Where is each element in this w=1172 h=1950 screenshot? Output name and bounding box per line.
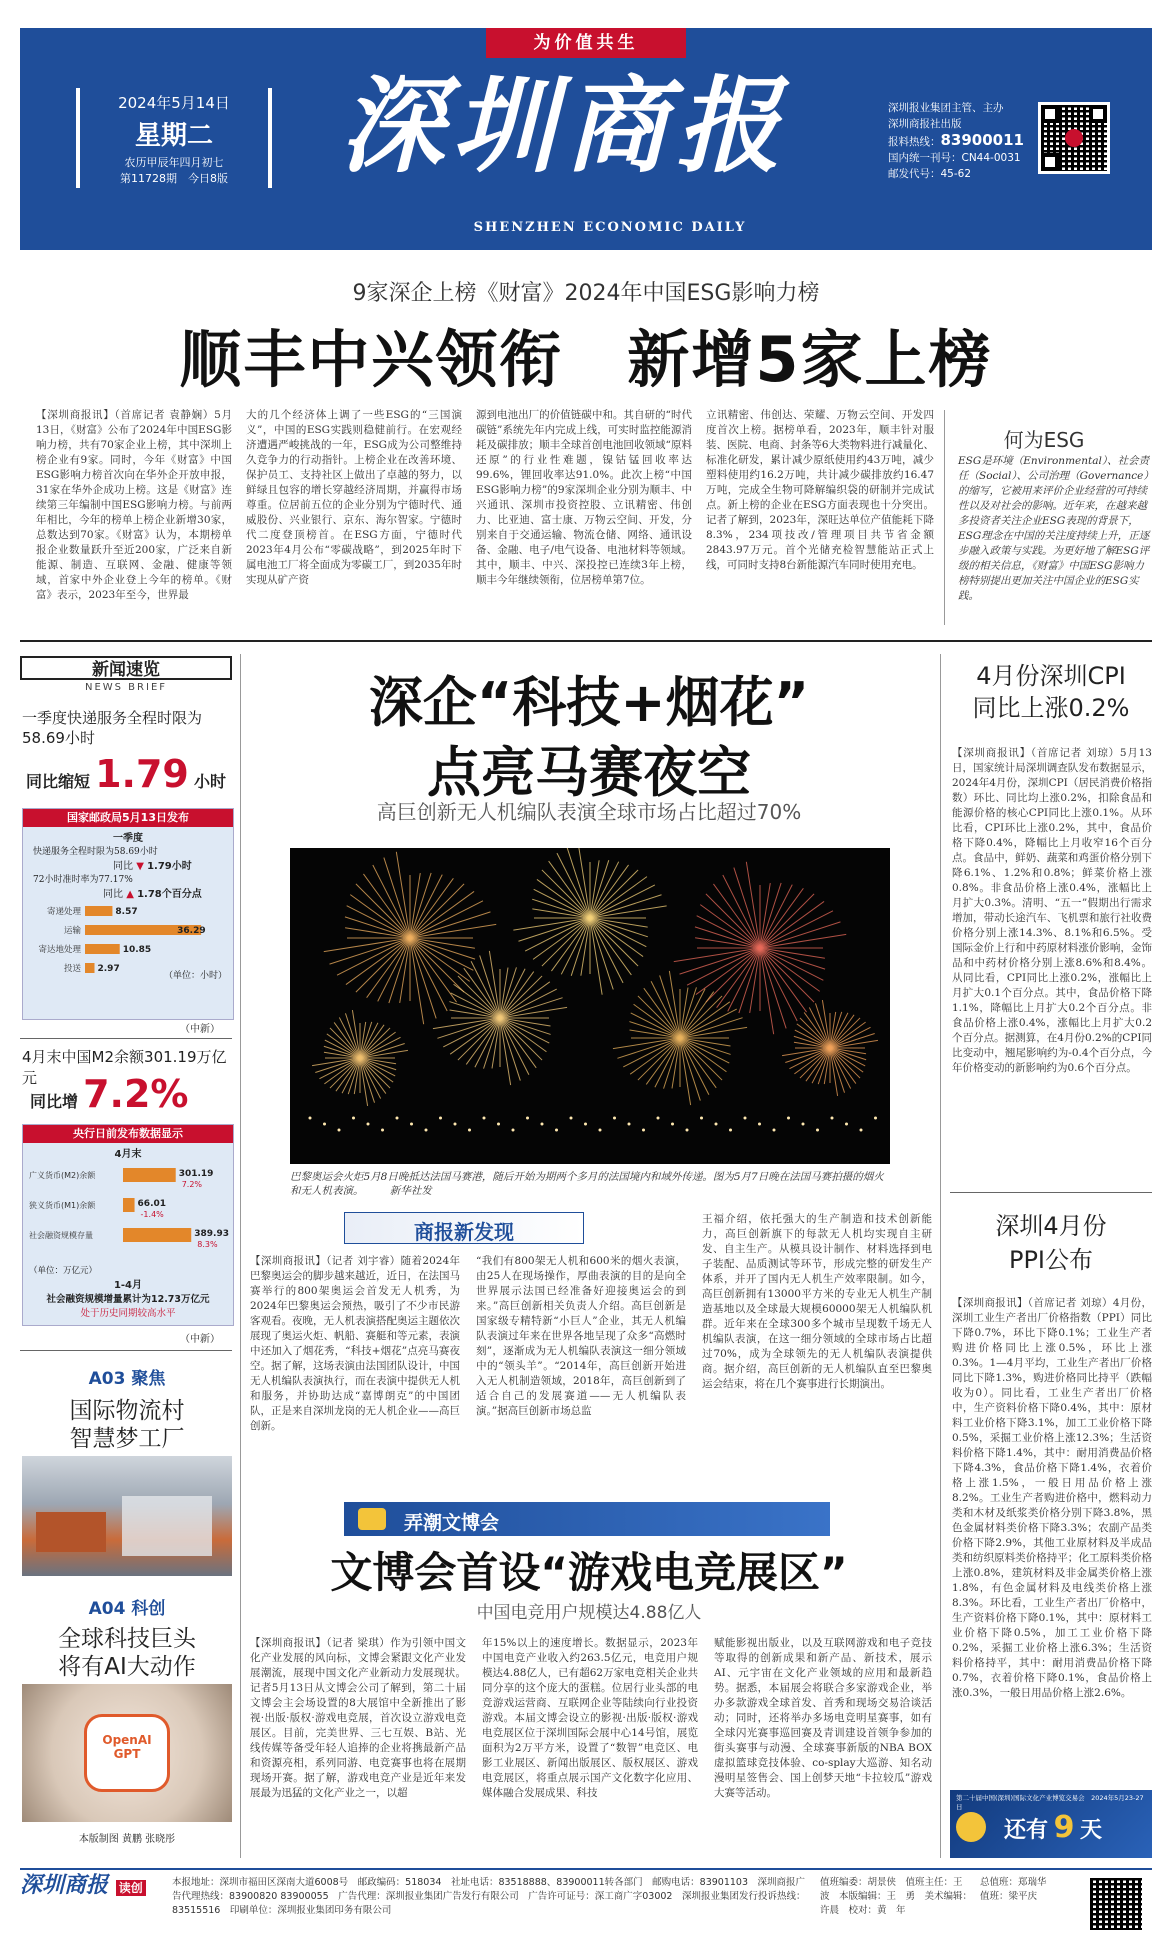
firework-spark — [760, 948, 825, 969]
firework-spark — [590, 877, 647, 918]
countdown-number: 9 — [1053, 1810, 1075, 1845]
fireworks-photo[interactable] — [290, 848, 890, 1164]
a04-section-label[interactable]: A04 科创 — [88, 1599, 166, 1619]
lead-headline[interactable]: 顺丰中兴领衔 新增5家上榜 — [179, 323, 993, 396]
drone-light — [352, 1117, 355, 1120]
esports-article-col-2: 年15%以上的速度增长。数据显示，2023年中国电竞产业收入约263.5亿元，电竞用户规模达4.88亿人，已有超62万家电竞相关企业共同分享的这个庞大的蛋糕。位居行业头部的电竞游戏运营商、互联网企业等陆续向行业投资游戏。本届文博会设立的影视·出版·版权·游戏电竞展区位于深圳国际会展中心14号馆，展览面积为2万平方米，设置了“数智”电竞区、电影工业展区、新闻出版展区、版权展区、游戏电竞展区，将重点展示国产文化数字化应用、媒体融合发展成果、科技 — [482, 1637, 698, 1799]
cpi-article-body: 【深圳商报讯】（首席记者 刘琼）5月13日，国家统计局深圳调查队发布数据显示，2024年4月份，深圳CPI（居民消费价格指数）环比、同比均上涨0.2%，扣除食品和能源价格的核心CPI同比上涨0.1%。从环比看，CPI环比上涨0.2%，其中，食品价格下降0.4%，降幅比上月收窄16个百分点。食品中，鲜奶、蔬菜和鸡蛋价格分别下降6.1%、1.2%和0.8%；鲜菜价格上涨0.8%。非食品价格上涨0.4%，涨幅比上月扩大0.3%。清明、“五一”假期出行需求增加，带动长途汽车、飞机票和旅行社收费价格分别上涨14.3%、8.1%和6.5%。受国际金价上行和中药原材料涨价影响，金饰品和中药材价格分别上涨8.6%和8.4%。从同比看，CPI同比上涨0.2%，涨幅比上月扩大0.1个百分点。其中，食品价格下降1.1%，降幅比上月扩大0.2个百分点。非食品价格上涨0.4%，涨幅比上月扩大0.2个百分点。据测算，在4月份0.2%的CPI同比变动中，翘尾影响约为-0.4个百分点，今年价格变动的新影响约为0.6个百分点。 — [952, 747, 1152, 1074]
firework-spark — [760, 901, 824, 948]
cpi-headline-line-1[interactable]: 4月份深圳CPI — [976, 662, 1126, 690]
drone-light — [671, 1123, 674, 1126]
fireworks-article-col-2: “我们有800架无人机和600米的烟火表演，由25人在现场操作，厚曲表演的目的是向全世界展示法国已经准备好迎接奥运会的到来。”高巨创新相关负责人介绍。高巨创新是国家级专精特新“小巨人”企业，其无人机编队表演过年来在世界各地呈现了众多“高燃时刻”，逐渐成为无人机编队表演这一细分领域中的“领头羊”。“2014年，高巨创新开始进入无人机制造领域，2018年，高巨创新到了适合自己的发展赛道——无人机编队表演。”据高巨创新市场总监 — [476, 1255, 686, 1417]
fireworks-graphic — [290, 848, 890, 1164]
news-brief-title: 新闻速览 — [20, 656, 232, 680]
esports-article-col-1: 【深圳商报讯】（记者 梁琪）作为引领中国文化产业发展的风向标，文博会紧跟文化产业发展潮流，展现中国文化产业新动力发展现状。记者5月13日从文博会公司了解到，第二十届文博会主会场设置的8大展馆中全新推出了影视·出版·版权·游戏电竞展，首次设立游戏电竞展区。目前，完美世界、三七互娱、B站、光线传媒等备受年轻人追捧的企业将携最新产品和资源亮相，系列同游、电竞赛事也将在展期现场开赛。据了解，游戏电竞产业是近年来发展最为迅猛的文化产业之一，以超 — [250, 1637, 466, 1799]
drone-light — [381, 1129, 384, 1132]
firework-spark — [324, 1058, 360, 1084]
logistics-village-photo[interactable] — [22, 1456, 232, 1576]
express-chart-period: 一季度 — [113, 833, 143, 844]
photo-caption: 巴黎奥运会火炬5月8日晚抵达法国马赛港，随后开始为期两个多月的法国境内和域外传递。图为5月7日晚在法国马赛拍摄的烟火和无人机表演。 新华社发 — [290, 1171, 884, 1197]
m2-bar — [123, 1168, 176, 1182]
firework-spark — [410, 938, 470, 981]
firework-spark — [680, 1018, 743, 1038]
express-chart-line-2: 72小时准时率为77.17% — [33, 875, 133, 885]
firework-spark — [454, 984, 500, 1018]
express-bar-value: 8.57 — [115, 907, 138, 917]
firework-spark — [617, 1038, 680, 1058]
firework-spark — [356, 884, 410, 938]
express-yoy-1-label: 同比 — [113, 861, 133, 872]
motto-label: 为价值共生 — [486, 28, 686, 58]
drone-light — [845, 1123, 848, 1126]
firework-spark — [356, 938, 410, 992]
firework-spark — [717, 948, 760, 1008]
m2-bar-value: 301.19 — [178, 1169, 214, 1179]
issue-number-text: 第11728期 今日8版 — [120, 172, 228, 185]
fireworks-headline-line-1[interactable]: 深企“科技+烟花” — [368, 671, 810, 734]
firework-spark — [360, 1025, 384, 1058]
firework-spark — [363, 874, 410, 938]
drone-light — [816, 1129, 819, 1132]
express-yoy-2-value: 1.78个百分点 — [137, 889, 202, 900]
firework-spark — [760, 922, 840, 948]
weekday-text: 星期二 — [134, 121, 213, 151]
firework-spark — [367, 938, 410, 998]
firework-spark — [760, 883, 781, 948]
lead-article-col-3: 源到电池出厂的价值链碳中和。其自研的“时代碳链”系统先年内完成上线，可实时监控能源消耗及碳排放；顺丰全球首创电池回收领域“原料还原”的行业性难题，镍钴锰回收率达99.6%，锂回收率达91.0%。此次上榜“中国ESG影响力榜”的9家深圳企业分别为顺丰、中兴通讯、深圳市投资控股、立讯精密、伟创力、比亚迪、富士康、万物云空间、开发，分别来自于交通运输、物流仓储、网络、通讯设备、金融、电子/电气设备、电池材料等领域。其中，顺丰、中兴、深投控已连续3年上榜，顺丰今年继续领衔，位居榜单第7位。 — [476, 409, 692, 586]
firework-spark — [680, 948, 760, 974]
drone-light — [410, 1123, 413, 1126]
firework-spark — [706, 894, 760, 948]
m2-bar-label: 社会融资规模存量 — [29, 1231, 93, 1240]
m2-bar — [123, 1228, 191, 1242]
express-bar-value: 10.85 — [122, 945, 152, 955]
firework-spark — [542, 918, 590, 966]
lead-article-col-4: 立讯精密、伟创达、荣耀、万物云空间、开发四度首次上榜。据榜单看，2023年，顺丰针对服装、医院、电商、封条等6大类物料进行减量化、标准化研发，累计减少原纸使用约43万吨，减少塑料使用约16.2万吨，共计减少碳排放约16.47万吨，完成全生物可降解编织袋的研制并完成试点。新上榜的企业在ESG方面表现也十分突出。记者了解到，2023年，深旺达单位产值能耗下降8.3%，234项技改/管理项目共节省金额2843.97万元。首个光储充检智慧能站正式上线，可同时支持8台新能源汽车同时使用充电。 — [706, 409, 934, 571]
publisher-info — [888, 100, 1038, 182]
publisher-line-1: 深圳报业集团主管、主办 — [888, 102, 1004, 114]
lunar-date-text: 农历甲辰年四月初七 — [124, 156, 224, 169]
firework-spark — [500, 982, 550, 1018]
firework-spark — [384, 858, 410, 938]
drone-light — [555, 1129, 558, 1132]
drone-light — [396, 1117, 399, 1120]
firework-spark — [590, 918, 613, 990]
firework-spark — [551, 918, 590, 971]
m2-chart-period: 4月末 — [114, 1149, 142, 1160]
firework-spark — [549, 861, 590, 918]
footer-staff-info: 值班编委：胡景侠 值班主任：王 波 本版编辑：王 勇 美术编辑：许晨 校对：黄 年 — [820, 1877, 973, 1916]
brief-item-1-text[interactable]: 一季度快递服务全程时限为58.69小时 — [22, 709, 203, 747]
express-bar — [85, 963, 95, 973]
drone-light — [483, 1117, 486, 1120]
firework-spark — [346, 938, 410, 985]
m2-chart-unit: （单位：万亿元） — [29, 1266, 98, 1276]
a03-teaser-line-1[interactable]: 国际物流村 — [69, 1398, 185, 1424]
express-bar-value: 2.97 — [97, 964, 120, 974]
m2-bar-value: 389.93 — [194, 1229, 229, 1239]
drone-light — [860, 1129, 863, 1132]
esg-sidebar-body: ESG是环境（Environmental）、社会责任（Social）、公司治理（Governance）的缩写，它被用来评价企业经营的可持续性以及对社会的影响。近年来，在越来越多投资者关注企业ESG表现的背景下，ESG理念在中国的关注度持续上升，正逐步融入政策与实践。为更好地了解ESG评级的相关信息，《财富》中国ESG影响力榜特别提出更加关注中国企业的ESG实践。 — [958, 455, 1150, 602]
firework-spark — [345, 917, 410, 938]
firework-spark — [410, 891, 474, 938]
express-yoy-1-value: 1.79小时 — [147, 861, 192, 872]
firework-spark — [804, 1012, 830, 1048]
express-bar-label: 寄递处理 — [46, 907, 81, 917]
express-bar-label: 寄达地处理 — [38, 945, 81, 955]
newspaper-logo: 深圳商报 — [340, 64, 789, 187]
post-code: 邮发代号：45-62 — [888, 168, 972, 180]
drone-light — [497, 1123, 500, 1126]
drone-light — [584, 1123, 587, 1126]
firework-spark — [680, 1038, 700, 1101]
m2-chart-period-2: 1-4月 — [113, 1280, 143, 1291]
express-chart-source: （中新） — [180, 1024, 220, 1035]
date-box — [76, 88, 272, 188]
firework-spark — [360, 1032, 396, 1058]
drone-light — [309, 1117, 312, 1120]
express-bar-label: 运输 — [63, 926, 81, 936]
m2-bar-chart — [23, 1160, 231, 1264]
firework-spark — [680, 1038, 726, 1072]
expo-mascot-icon — [956, 1812, 986, 1842]
footer-logo-badge: 读创 — [116, 1880, 146, 1896]
firework-spark — [410, 938, 475, 959]
drone-light — [468, 1129, 471, 1132]
esports-headline[interactable]: 文博会首设“游戏电竞展区” — [330, 1548, 848, 1597]
m2-bar-value: 66.01 — [137, 1199, 167, 1209]
lead-kicker: 9家深企上榜《财富》2024年中国ESG影响力榜 — [352, 281, 820, 306]
drone-light — [831, 1117, 834, 1120]
openai-gpt-image[interactable] — [22, 1684, 232, 1822]
news-brief-subtitle: NEWS BRIEF — [84, 682, 168, 693]
firework-spark — [760, 948, 786, 1028]
firework-spark — [590, 918, 631, 975]
firework-spark — [410, 938, 464, 992]
firework-spark — [830, 1015, 854, 1048]
firework-spark — [542, 870, 590, 918]
publisher-line-2: 深圳商报社出版 — [888, 118, 962, 130]
a04-teaser-line-2[interactable]: 将有AI大动作 — [58, 1654, 196, 1680]
drone-light — [773, 1129, 776, 1132]
drone-light — [787, 1117, 790, 1120]
firework-spark — [680, 1002, 730, 1038]
countdown-small-text: 第二十届中国(深圳)国际文化产业博览交易会 2024年5月23-27日 — [956, 1794, 1144, 1811]
date-text: 2024年5月14日 — [118, 94, 230, 112]
express-bar-value: 36.29 — [177, 926, 206, 936]
firework-spark — [830, 1048, 863, 1072]
drone-light — [338, 1129, 341, 1132]
firework-spark — [410, 884, 464, 938]
firework-spark — [500, 1018, 546, 1052]
lead-article-col-2: 大的几个经济体上调了一些ESG的“三国演义”，中国的ESG实践则稳健前行。在宏观经济遭遇严峻挑战的一年，ESG成为公司整维持久竞争力的行动指针。上榜企业在改善环境、保护员工、支持社区上做出了卓越的努力，以鲜绿且包容的增长穿越经济周期，并赢得市场尊重。位居前五位的企业分别为宁德时代、通威股份、兴业银行、京东、海尔智家。宁德时代二度登顶榜首。在ESG方面，宁德时代2023年4月公布“零碳战略”，到2025年时下属电池工厂将全面成为零碳工厂，到2035年时实现从矿产资 — [246, 409, 462, 586]
firework-spark — [680, 992, 714, 1038]
m2-chart-line-1: 社会融资规模增量累计为12.73万亿元 — [46, 1294, 210, 1305]
firework-spark — [644, 988, 680, 1038]
drone-light — [802, 1123, 805, 1126]
firework-spark — [360, 1058, 393, 1082]
drone-light — [700, 1117, 703, 1120]
drone-light — [526, 1117, 529, 1120]
drone-light — [541, 1123, 544, 1126]
a04-teaser-line-1[interactable]: 全球科技巨头 — [58, 1626, 196, 1652]
esports-article-col-3: 赋能影视出版业，以及互联网游戏和电子竞技等取得的创新成果和新产品、新技术，展示AI、元宇宙在文化产业领域的应用和最新趋势。据悉，本届展会将联合多家游戏企业，举办多款游戏全球首发、首秀和现场交易洽谈活动；同时，还将举办多场电竞明星赛事，如有全球闪光赛事巡回赛及青训建设首领争参加的街头赛事与动漫、全球赛事新版的NBA BOX虚拟篮球竞技体验、co-splay大巡游、知名动漫明星签售会、国上创梦天地“卡拉较瓜”游戏大赛等活动。 — [714, 1637, 932, 1799]
firework-spark — [660, 975, 680, 1038]
brief-item-2-stat — [30, 1072, 240, 1116]
column-divider — [944, 410, 945, 625]
firework-spark — [533, 918, 590, 959]
firework-spark — [646, 1038, 680, 1084]
firework-spark — [500, 1018, 520, 1081]
firework-spark — [410, 938, 436, 1018]
firework-spark — [713, 884, 760, 948]
newspaper-english-name: SHENZHEN ECONOMIC DAILY — [473, 220, 747, 235]
firework-spark — [537, 879, 590, 918]
cpi-headline-line-2[interactable]: 同比上涨0.2% — [972, 694, 1130, 722]
new-discovery-banner — [344, 1212, 584, 1244]
m2-bar-label: 狭义货币(M1)余额 — [29, 1201, 96, 1210]
drone-light — [323, 1123, 326, 1126]
drone-light — [758, 1123, 761, 1126]
brief-item-1-prefix: 同比缩短 — [26, 772, 91, 791]
firework-spark — [830, 1048, 856, 1084]
firework-spark — [760, 888, 803, 948]
brief-item-2-text[interactable]: 4月末中国M2余额301.19万亿元 — [22, 1048, 227, 1087]
drone-light — [454, 1123, 457, 1126]
firework-spark — [464, 968, 500, 1018]
footer — [20, 1868, 1152, 1940]
firework-spark — [590, 918, 638, 966]
express-bar — [85, 944, 120, 954]
drone-light — [628, 1123, 631, 1126]
culture-expo-banner — [344, 1502, 830, 1536]
firework-spark — [437, 1018, 500, 1038]
countdown-label: 还有 — [1004, 1818, 1049, 1843]
firework-spark — [830, 1022, 866, 1048]
footer-contact-info: 本报地址：深圳市福田区深南大道6008号 邮政编码：518034 社址电话：83518888、83900011转各部门 邮购电话：83901103 深圳商报广告代理热线：83900820 83900055 广告代理：深圳报业集团广告发行有限公司 广告许可证号：深工商广字03002 深圳报业集团发行投诉热线：83515516 印刷单位：深圳报业集团印务有限公司 — [172, 1877, 806, 1916]
brief-item-2-prefix: 同比增 — [30, 1092, 79, 1111]
express-chart-unit: （单位：小时） — [163, 971, 227, 981]
firework-spark — [590, 865, 629, 918]
firework-spark — [500, 998, 563, 1018]
fireworks-article-col-1: 【深圳商报讯】（记者 刘宇睿）随着2024年巴黎奥运会的脚步越来越近，近日，在法国马赛举行的800架奥运会首发无人机秀，为2024年巴黎奥运会预热，吸引了不少市民游客观看。夜晚，无人机表演搭配奥运主题依次展现了奥运火炬、帆船、赛艇和等元素，表演中还加入了烟花秀，“科技+烟花”点亮马赛夜空。据了解，这场表演由法国团队设计，中国无人机编队表演执行，而在表演中提供无人机和服务，并协助达成“嘉博朗克”的中国团队，正是来自深圳龙岗的无人机企业——高巨创新。 — [250, 1255, 460, 1432]
tel-number: 83900011 — [940, 131, 1024, 149]
ppi-headline-line-2[interactable]: PPI公布 — [1008, 1246, 1094, 1274]
esports-subheadline: 中国电竞用户规模达4.88亿人 — [476, 1603, 702, 1623]
footer-duty-info: 总值班：郑瑞华 值班：梁平庆 — [980, 1877, 1057, 1902]
firework-spark — [590, 918, 643, 957]
firework-spark — [410, 912, 490, 938]
brief-item-2-value: 7.2% — [83, 1072, 189, 1116]
firework-spark — [350, 895, 410, 938]
right-divider — [950, 1192, 1152, 1193]
footer-qr-code-icon[interactable] — [1090, 1878, 1142, 1930]
firework-spark — [334, 1022, 360, 1058]
drone-light — [570, 1117, 573, 1120]
brief-item-1-value: 1.79 — [95, 752, 189, 796]
brief-divider-2 — [20, 1350, 232, 1351]
firework-spark — [760, 894, 814, 948]
m2-chart-line-2: 处于历史同期较高水平 — [80, 1308, 176, 1319]
firework-spark — [739, 948, 760, 1013]
section-divider — [20, 640, 1152, 642]
firework-spark — [480, 955, 500, 1018]
drone-light — [642, 1129, 645, 1132]
firework-spark — [330, 938, 410, 964]
a03-section-label[interactable]: A03 聚焦 — [88, 1369, 166, 1389]
ppi-article-body: 【深圳商报讯】（首席记者 刘琼）4月份，深圳工业生产者出厂价格指数（PPI）同比下降0.7%，环比下降0.1%；工业生产者购进价格同比上涨0.5%，环比上涨0.3%。1—4月平均，工业生产者出厂价格同比下降1.3%，购进价格同比持平（跌幅收为0）。同比看，工业生产者出厂价格中，生产资料价格下降0.4%，其中：原材料工业价格下降3.1%，加工工业价格下降0.5%，采掘工业价格上涨12.3%；生活资料价格下降1.4%，其中：耐用消费品价格下降4.3%，食品价格下降1.4%，衣着价格上涨1.5%，一般日用品价格上涨8.2%。工业生产者购进价格中，燃料动力类和木材及纸浆类价格分别下降3.8%，黑色金属材料类价格下降3.3%；农副产品类价格下降2.9%，其他工业原材料及半成品类和纺织原料类价格持平；化工原料类价格上涨0.8%，建筑材料及非金属类价格上涨1.8%，有色金属材料及电线类价格上涨8.3%。环比看，工业生产者出厂价格中，生产资料价格下降0.1%，其中：原材料工业价格下降0.5%，加工工业价格下降0.2%，采掘工业价格上涨6.3%；生活资料价格持平，其中：耐用消费品价格下降0.7%，衣着价格下降0.1%，食品价格上涨0.3%，一般日用品价格上涨2.6%。 — [952, 1297, 1152, 1699]
express-yoy-2-label: 同比 — [103, 889, 123, 900]
m2-chart-source: （中新） — [180, 1334, 220, 1345]
drone-light — [613, 1117, 616, 1120]
drone-light — [439, 1117, 442, 1120]
firework-spark — [630, 1038, 680, 1074]
express-chart-line-1: 快递服务全程时限为58.69小时 — [33, 847, 158, 857]
brief-credits: 本版制图 黄鹏 张晓彤 — [78, 1834, 176, 1845]
brief-item-1-stat — [26, 752, 236, 796]
firework-spark — [760, 948, 820, 991]
m2-bar-growth: 7.2% — [181, 1180, 203, 1189]
fireworks-headline-line-2[interactable]: 点亮马赛夜空 — [427, 741, 751, 804]
m2-chart-box — [22, 1124, 234, 1326]
drone-light — [686, 1129, 689, 1132]
column-divider — [940, 654, 941, 1858]
openai-logo-icon: OpenAI GPT — [84, 1714, 170, 1792]
drone-light — [512, 1129, 515, 1132]
express-chart-header: 国家邮政局5月13日发布 — [23, 809, 233, 827]
new-discovery-banner-text: 商报新发现 — [414, 1220, 514, 1244]
expo-logo-icon — [358, 1508, 386, 1530]
firework-spark — [806, 1048, 830, 1081]
esg-sidebar-title: 何为ESG — [1003, 428, 1085, 452]
expo-countdown-banner[interactable] — [950, 1790, 1152, 1858]
qr-code-icon[interactable] — [1038, 102, 1110, 174]
firework-spark — [760, 948, 807, 1012]
drone-light — [367, 1123, 370, 1126]
firework-spark — [410, 873, 431, 938]
a03-teaser-line-2[interactable]: 智慧梦工厂 — [69, 1426, 185, 1452]
firework-spark — [410, 878, 453, 938]
firework-spark — [590, 870, 638, 918]
brief-item-1-unit: 小时 — [193, 772, 226, 791]
firework-spark — [466, 1018, 500, 1064]
firework-spark — [797, 1024, 830, 1048]
column-divider — [240, 654, 241, 1858]
m2-bar — [123, 1198, 135, 1212]
firework-spark — [634, 1004, 680, 1038]
firework-spark — [590, 895, 662, 918]
firework-spark — [450, 1018, 500, 1054]
countdown-unit: 天 — [1080, 1818, 1103, 1843]
firework-spark — [734, 868, 760, 948]
culture-expo-banner-text: 弄潮文博会 — [404, 1512, 500, 1534]
drone-light — [425, 1129, 428, 1132]
firework-spark — [360, 1058, 386, 1094]
m2-bar-growth: -1.4% — [140, 1210, 164, 1219]
fireworks-subheadline: 高巨创新无人机编队表演全球市场占比超过70% — [376, 800, 802, 824]
firework-spark — [794, 1048, 830, 1074]
firework-spark — [500, 972, 534, 1018]
drone-light — [874, 1117, 877, 1120]
brief-divider-1 — [20, 1038, 232, 1039]
express-bar — [85, 906, 112, 916]
firework-spark — [336, 1058, 360, 1091]
firework-spark — [700, 905, 760, 948]
express-chart-box: 国家邮政局5月13日发布 一季度 快递服务全程时限为58.69小时 同比 ▼ 1.79小时 72小时准时率为77.17% 同比 ▲ 1.78个百分点 寄递处理 8.57 运输 36.29 寄达地处理 10.85 投送 2.97 （单位：小时） — [22, 808, 234, 1020]
firework-spark — [680, 1038, 716, 1088]
firework-spark — [696, 948, 760, 995]
m2-chart-header: 央行日前发布数据显示 — [23, 1125, 233, 1143]
footer-logo: 深圳商报 — [20, 1872, 109, 1898]
ppi-headline-line-1[interactable]: 深圳4月份 — [995, 1212, 1107, 1240]
firework-spark — [389, 938, 410, 1003]
drone-light — [715, 1123, 718, 1126]
drone-light — [729, 1129, 732, 1132]
firework-spark — [760, 948, 814, 1002]
firework-spark — [695, 927, 760, 948]
tel-label: 报料热线： — [888, 136, 941, 148]
firework-spark — [500, 1018, 536, 1068]
firework-spark — [518, 918, 590, 941]
fireworks-article-col-3: 王福介绍，依托强大的生产制造和技术创新能力，高巨创新旗下的每款无人机均实现自主研发、自主生产。从模具设计制作、材料选择到电子装配、品质测试等环节，形成完整的研发生产体系，并开了国内无人机生产效率限制。如今，高巨创新拥有13000平方米的专业无人机生产制造基地以及全球最大规模60000架无人机编队机群。近年来在全球300多个城市呈现数千场无人机编队表演，在这一细分领域的全球市场占比超过70%，成为全球领先的无人机编队表演提供商。据介绍，高巨创新的无人机编队直至巴黎奥运会结束，将在几个赛事进行长期演出。 — [702, 1213, 932, 1390]
drone-light — [657, 1117, 660, 1120]
cn-number: 国内统一刊号：CN44-0031 — [888, 152, 1021, 164]
drone-light — [599, 1129, 602, 1132]
m2-bar-growth: 8.3% — [197, 1240, 218, 1249]
lead-article-col-1: 【深圳商报讯】（首席记者 袁静娴）5月13日，《财富》公布了2024年中国ESG影响力榜，共有70家企业上榜，其中深圳上榜企业有9家。同时，今年《财富》中国ESG影响力榜首次向在华外企开放申报，31家在华外企成功上榜。这是《财富》连续第三年编制中国ESG影响力榜。与前两年相比，今年的榜单上榜企业新增30家，总数达到70家。《财富》认为，本期榜单报企业数量跃升至近200家，广泛来自新能源、制造、互联网、金融、健康等领域，首家中外企业登上今年的榜单。《财富》表示，2023年至今，世界最 — [36, 409, 232, 601]
firework-spark — [706, 948, 760, 1002]
m2-bar-label: 广义货币(M2)余额 — [29, 1171, 96, 1180]
firework-spark — [410, 938, 457, 1002]
express-bar-label: 投送 — [63, 964, 81, 974]
firework-spark — [327, 1034, 360, 1058]
drone-light — [744, 1117, 747, 1120]
